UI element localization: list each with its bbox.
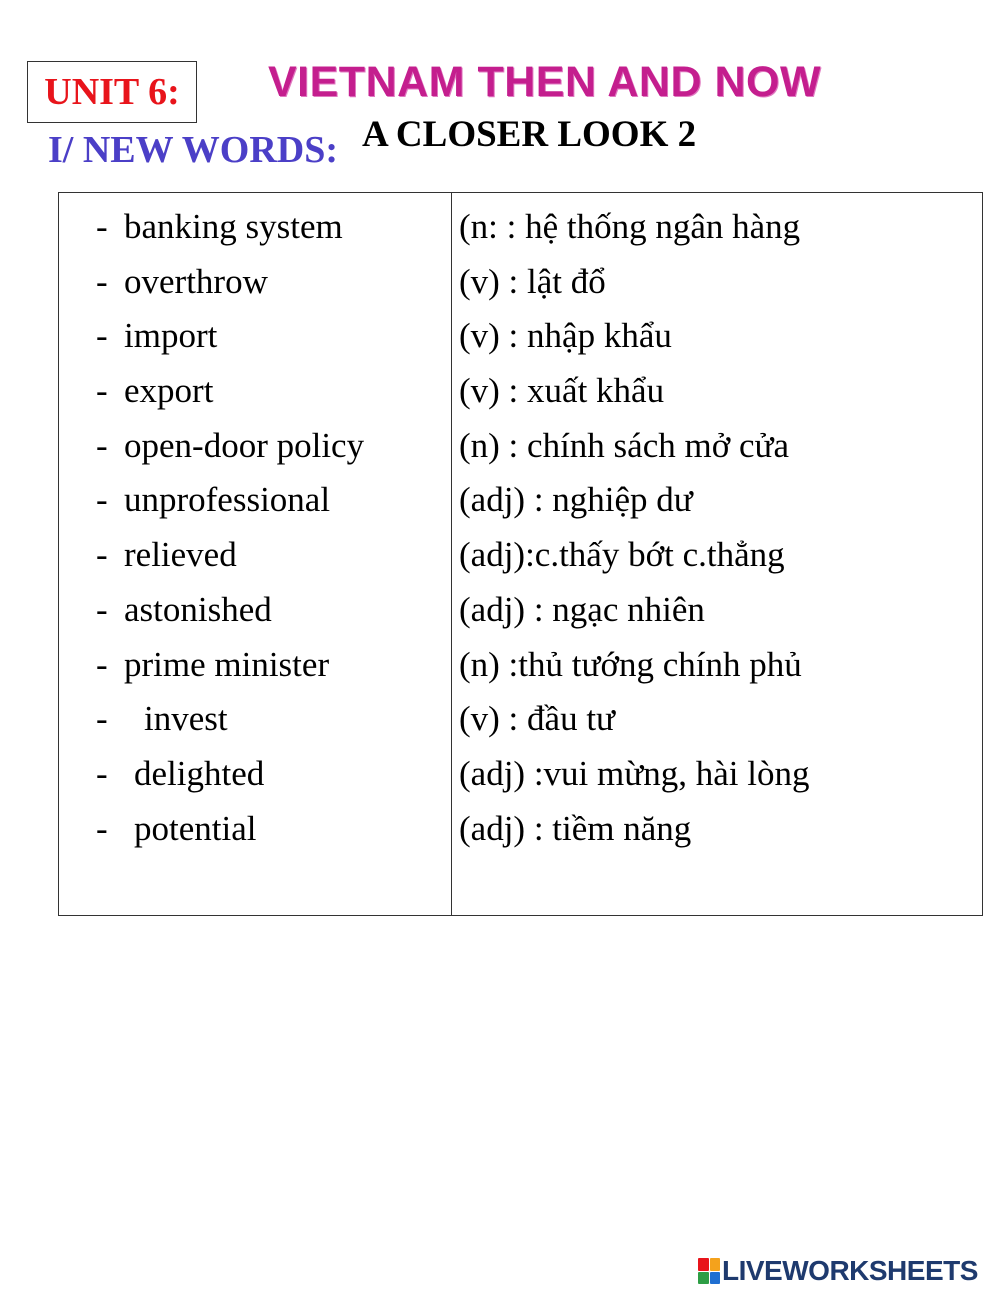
vocab-definition: (v) : lật đổ xyxy=(459,261,606,301)
logo-square-red xyxy=(698,1258,709,1271)
logo-square-orange xyxy=(710,1258,721,1271)
vocab-row xyxy=(59,419,982,474)
vocab-definition: (v) : xuất khẩu xyxy=(459,371,665,411)
vocab-word: relieved xyxy=(124,535,237,575)
logo-square-blue xyxy=(710,1272,721,1285)
bullet-dash: - xyxy=(96,207,108,246)
vocabulary-table xyxy=(58,192,983,916)
vocab-word: unprofessional xyxy=(124,480,331,520)
liveworksheets-logo-icon xyxy=(698,1258,720,1284)
vocab-word: prime minister xyxy=(124,644,330,684)
vocab-row xyxy=(59,638,982,693)
section-heading: I/ NEW WORDS: xyxy=(48,129,338,171)
vocab-row xyxy=(59,747,982,802)
vocab-row xyxy=(59,309,982,364)
vocab-word: export xyxy=(124,371,214,411)
vocab-definition: (v) : nhập khẩu xyxy=(459,316,672,356)
vocab-word: import xyxy=(124,316,218,356)
vocab-definition: (v) : đầu tư xyxy=(459,699,616,739)
bullet-dash: - xyxy=(96,480,108,520)
vocab-row xyxy=(59,200,982,255)
liveworksheets-logo[interactable] xyxy=(698,1256,978,1286)
vocab-word: open-door policy xyxy=(124,425,365,465)
vocab-definition: (n) : chính sách mở cửa xyxy=(459,425,790,465)
bullet-dash: - xyxy=(96,808,108,848)
bullet-dash: - xyxy=(96,535,108,575)
vocab-word: delighted xyxy=(134,753,265,793)
vocab-definition: (adj) : ngạc nhiên xyxy=(459,589,705,629)
vocab-definition: (adj) : nghiệp dư xyxy=(459,480,693,520)
vocab-definition: (n: : hệ thống ngân hàng xyxy=(459,207,801,246)
bullet-dash: - xyxy=(96,371,108,411)
vocab-word: invest xyxy=(144,699,228,739)
vocab-definition: (adj) : tiềm năng xyxy=(459,808,692,848)
vocab-row xyxy=(59,364,982,419)
bullet-dash: - xyxy=(96,699,108,739)
vocab-definition: (n) :thủ tướng chính phủ xyxy=(459,644,802,684)
vocab-word: astonished xyxy=(124,589,272,629)
unit-label: UNIT 6: xyxy=(27,61,197,123)
bullet-dash: - xyxy=(96,261,108,301)
vocab-word: potential xyxy=(134,808,257,848)
bullet-dash: - xyxy=(96,753,108,793)
vocab-definition: (adj):c.thấy bớt c.thẳng xyxy=(459,535,785,575)
logo-text: LIVEWORKSHEETS xyxy=(722,1255,978,1286)
bullet-dash: - xyxy=(96,589,108,629)
bullet-dash: - xyxy=(96,644,108,684)
vocab-row xyxy=(59,528,982,583)
page-title: VIETNAM THEN AND NOW xyxy=(268,58,822,106)
bullet-dash: - xyxy=(96,425,108,465)
bullet-dash: - xyxy=(96,316,108,356)
vocab-word: overthrow xyxy=(124,261,268,301)
vocab-row xyxy=(59,583,982,638)
lesson-subtitle: A CLOSER LOOK 2 xyxy=(362,114,697,155)
logo-square-green xyxy=(698,1272,709,1285)
vocab-word: banking system xyxy=(124,207,343,246)
vocab-row xyxy=(59,255,982,310)
vocabulary-rows xyxy=(59,200,982,856)
vocab-row xyxy=(59,473,982,528)
vocab-definition: (adj) :vui mừng, hài lòng xyxy=(459,753,810,793)
vocab-row xyxy=(59,692,982,747)
vocab-row xyxy=(59,802,982,857)
